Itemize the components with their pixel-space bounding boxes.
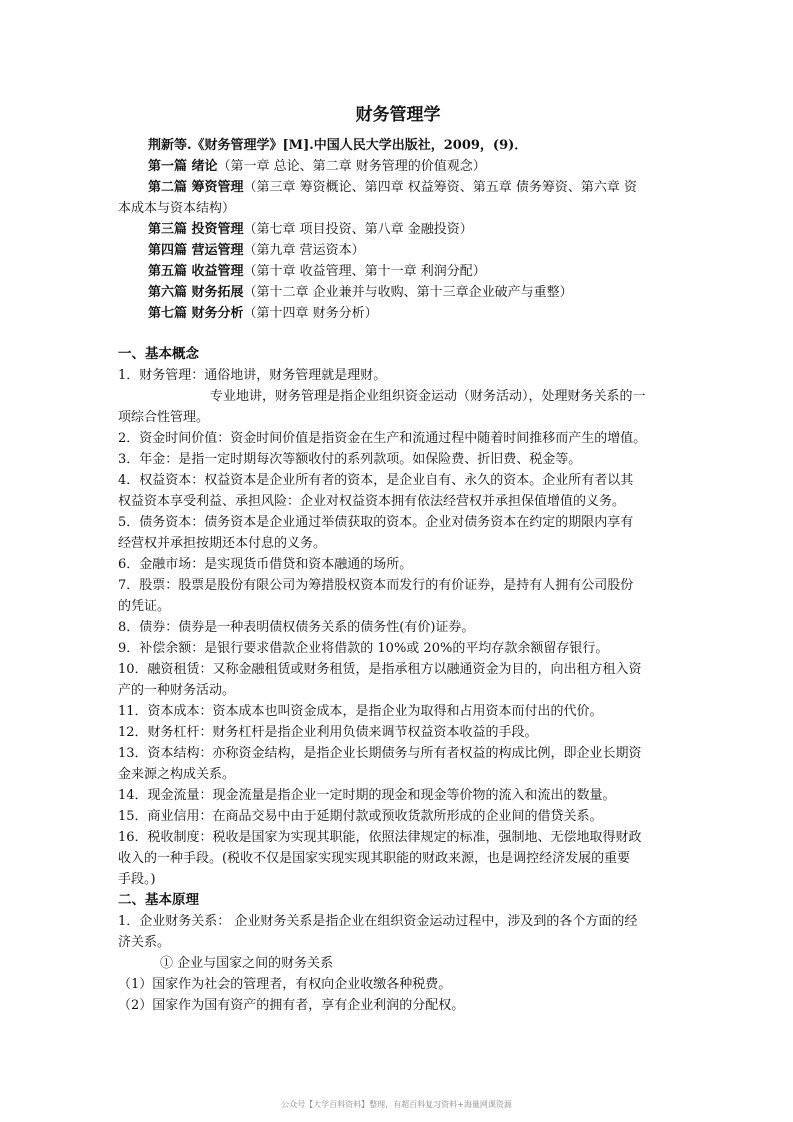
- text-line: 经营权并承担按期还本付息的义务。: [118, 536, 327, 551]
- text-line: 9．补偿余额：是银行要求借款企业将借款的 10%或 20%的平均存款余额留存银行。: [118, 641, 609, 656]
- text-line: 产的一种财务活动。: [118, 683, 236, 698]
- text-line: 1．财务管理：通俗地讲，财务管理就是理财。: [118, 368, 387, 383]
- text-line: 的凭证。: [118, 599, 171, 614]
- text-line: 5．债务资本：债务资本是企业通过举债获取的资本。企业对债务资本在约定的期限内享有: [118, 515, 634, 530]
- section-basic-principles: [118, 890, 678, 1016]
- text-line: 1．企业财务关系： 企业财务关系是指企业在组织资金运动过程中，涉及到的各个方面的经: [118, 914, 638, 929]
- text-line: 收入的一种手段。(税收不仅是国家实现实现其职能的财政来源，也是调控经济发展的重要: [118, 851, 631, 866]
- text-line: 专业地讲，财务管理是指企业组织资金运动（财务活动），处理财务关系的一: [210, 389, 646, 404]
- text-line: 16．税收制度：税收是国家为实现其职能，依照法律规定的标准，强制地、无偿地取得财政: [118, 830, 642, 845]
- text-line: 11．资本成本：资本成本也叫资金成本，是指企业为取得和占用资本而付出的代价。: [118, 704, 603, 719]
- text-line: 金来源之构成关系。: [118, 767, 236, 782]
- text-line: （2）国家作为国有资产的拥有者，享有企业利润的分配权。: [118, 998, 465, 1013]
- footer-watermark: 公众号【大学百科资料】整理，有超百科复习资料+海量网课资源: [281, 1100, 512, 1109]
- text-line: 6．金融市场：是实现货币借贷和资本融通的场所。: [118, 557, 413, 572]
- text-line: 2．资金时间价值：资金时间价值是指资金在生产和流通过程中随着时间推移而产生的增值。: [118, 431, 647, 446]
- section-heading: 一、基本概念: [118, 346, 199, 362]
- section-basic-concepts: [118, 344, 678, 890]
- text-line: 14．现金流量：现金流量是指企业一定时期的现金和现金等价物的流入和流出的数量。: [118, 788, 616, 803]
- reference-line: 荆新等.《财务管理学》[M].中国人民大学出版社，2009，(9)．: [148, 138, 528, 153]
- parts-list: [118, 156, 678, 324]
- text-line: 项综合性管理。: [118, 410, 210, 425]
- text-line: 10．融资租赁：又称金融租赁或财务租赁，是指承租方以融通资金为目的，向出租方租入资: [118, 662, 642, 677]
- text-line: 7．股票：股票是股份有限公司为筹措股权资本而发行的有价证券，是持有人拥有公司股份: [118, 578, 634, 593]
- section-heading: 二、基本原理: [118, 892, 199, 908]
- part-item: 第七篇 财务分析（第十四章 财务分析）: [148, 306, 378, 321]
- text-line: 3．年金：是指一定时期每次等额收付的系列款项。如保险费、折旧费、税金等。: [118, 452, 582, 467]
- text-line: 手段。): [118, 872, 156, 887]
- text-line: （1）国家作为社会的管理者，有权向企业收缴各种税费。: [118, 977, 452, 992]
- text-line: 8．债券：债券是一种表明债权债务关系的债务性(有价)证券。: [118, 620, 475, 635]
- part-item: 第三篇 投资管理（第七章 项目投资、第八章 金融投资）: [148, 222, 473, 237]
- part-item: 第一篇 绪论（第一章 总论、第二章 财务管理的价值观念）: [148, 159, 486, 174]
- part-item: 第五篇 收益管理（第十章 收益管理、第十一章 利润分配）: [148, 264, 486, 279]
- part-item: 第六篇 财务拓展（第十二章 企业兼并与收购、第十三章企业破产与重整）: [148, 285, 573, 300]
- part-item: 第四篇 营运管理（第九章 营运资本）: [148, 243, 365, 258]
- text-line: 济关系。: [118, 935, 171, 950]
- text-line: 12．财务杠杆：财务杠杆是指企业利用负债来调节权益资本收益的手段。: [118, 725, 538, 740]
- text-line: 权益资本享受利益、承担风险：企业对权益资本拥有依法经营权并承担保值增值的义务。: [118, 494, 626, 509]
- part-item: 第二篇 筹资管理（第三章 筹资概论、第四章 权益筹资、第五章 债务筹资、第六章 资: [148, 180, 638, 195]
- text-line: 4．权益资本：权益资本是企业所有者的资本，是企业自有、永久的资本。企业所有者以其: [118, 473, 634, 488]
- text-line: ① 企业与国家之间的财务关系: [160, 956, 334, 971]
- text-line: 15．商业信用：在商品交易中由于延期付款或预收货款所形成的企业间的借贷关系。: [118, 809, 603, 824]
- text-line: 13．资本结构：亦称资金结构，是指企业长期债务与所有者权益的构成比例，即企业长期资: [118, 746, 642, 761]
- part-item-continued: 本成本与资本结构）: [118, 201, 236, 216]
- page-title: 财务管理学: [355, 105, 441, 125]
